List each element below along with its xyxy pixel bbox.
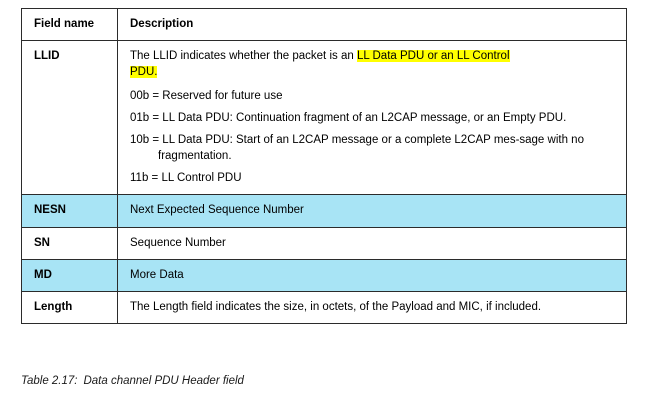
description-sn: Sequence Number bbox=[118, 227, 627, 259]
column-header-description-label: Description bbox=[130, 18, 194, 30]
table-caption-label: Table 2.17: bbox=[21, 375, 78, 387]
field-name-sn: SN bbox=[22, 227, 118, 259]
table-caption bbox=[21, 375, 244, 387]
table-row bbox=[22, 195, 627, 227]
table-row bbox=[22, 41, 627, 195]
column-header-field-name bbox=[22, 9, 118, 41]
llid-value-10b bbox=[130, 133, 616, 164]
llid-value-01b bbox=[130, 111, 616, 126]
table-row bbox=[22, 292, 627, 324]
description-nesn: Next Expected Sequence Number bbox=[118, 195, 627, 227]
llid-intro-highlight-line2: PDU. bbox=[130, 65, 158, 78]
llid-value-00b: 00b = Reserved for future use bbox=[130, 89, 283, 102]
description-md: More Data bbox=[118, 259, 627, 291]
table-row bbox=[22, 259, 627, 291]
llid-value-11b: 11b = LL Control PDU bbox=[130, 171, 242, 184]
llid-value-10b-text: 10b = LL Data PDU: Start of an L2CAP message or a complete L2CAP mes-sage with no fragmentation. bbox=[130, 134, 584, 162]
table-row bbox=[22, 227, 627, 259]
pdu-header-field-table bbox=[21, 8, 627, 324]
llid-intro-plain: The LLID indicates whether the packet is an bbox=[130, 50, 357, 63]
column-header-description bbox=[118, 9, 627, 41]
description-llid bbox=[118, 41, 627, 195]
llid-intro-highlight-line1: LL Data PDU or an LL Control bbox=[356, 50, 510, 63]
table-header-row bbox=[22, 9, 627, 41]
field-name-md: MD bbox=[22, 259, 118, 291]
llid-value-01b-text: 01b = LL Data PDU: Continuation fragment of an L2CAP message, or an Empty PDU. bbox=[130, 112, 567, 125]
field-name-nesn: NESN bbox=[22, 195, 118, 227]
column-header-field-name-label: Field name bbox=[34, 18, 95, 30]
table-caption-text: Data channel PDU Header field bbox=[83, 375, 244, 387]
field-name-llid: LLID bbox=[22, 41, 118, 195]
field-name-length: Length bbox=[22, 292, 118, 324]
llid-intro-paragraph bbox=[130, 49, 616, 80]
description-length: The Length field indicates the size, in octets, of the Payload and MIC, if included. bbox=[118, 292, 627, 324]
